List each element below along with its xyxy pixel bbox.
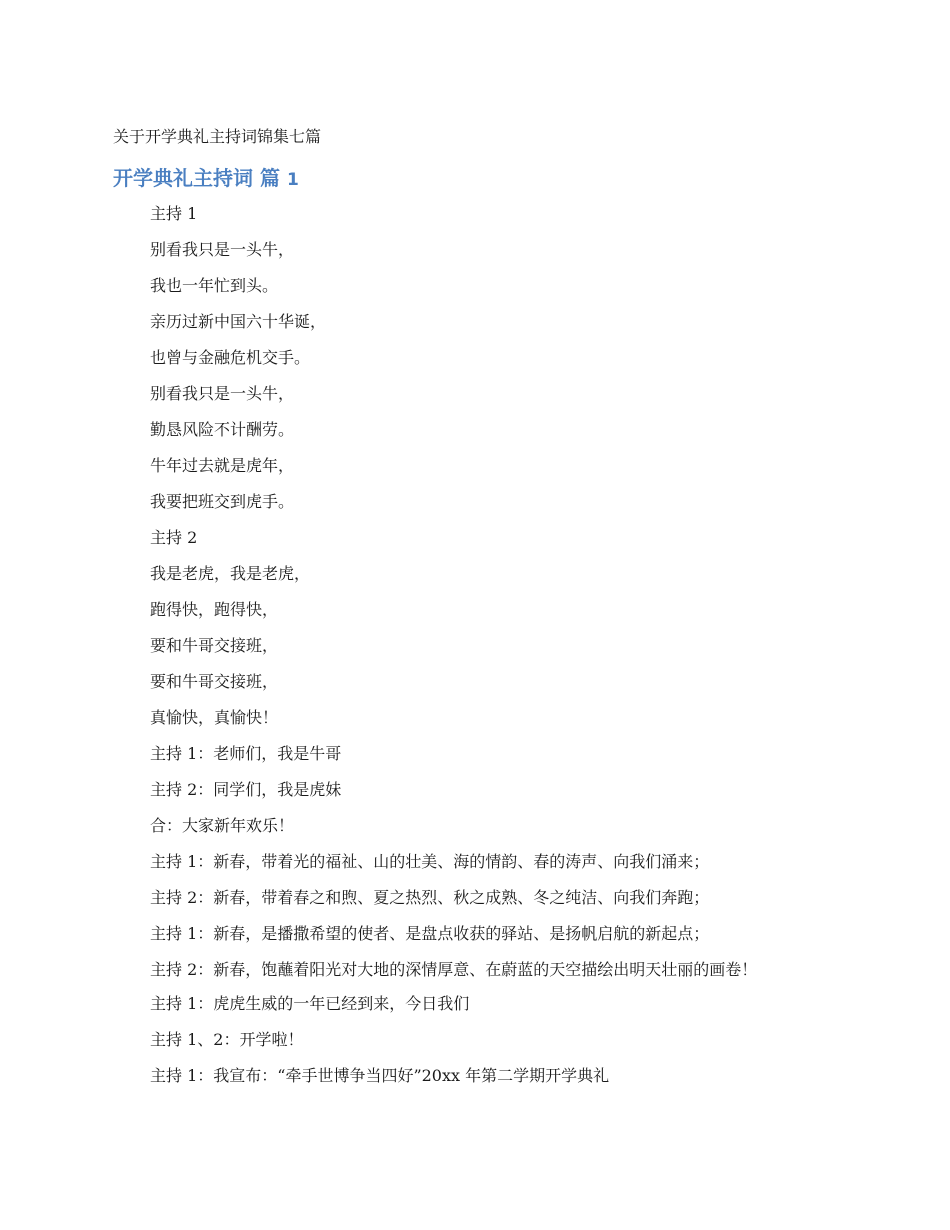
paragraph: 主持 1：虎虎生威的一年已经到来，今日我们 [150, 994, 470, 1013]
document-title: 关于开学典礼主持词锦集七篇 [113, 127, 322, 146]
paragraph: 牛年过去就是虎年， [150, 456, 295, 475]
paragraph: 主持 1：新春，是播撒希望的使者、是盘点收获的驿站、是扬帆启航的新起点； [150, 924, 710, 943]
section-heading-number: 1 [286, 170, 299, 190]
paragraph: 主持 1：新春，带着光的福祉、山的壮美、海的情韵、春的涛声、向我们涌来； [150, 852, 710, 871]
paragraph: 主持 1、2：开学啦！ [150, 1030, 304, 1049]
paragraph: 主持 2：同学们，我是虎妹 [150, 780, 342, 799]
paragraph: 我是老虎，我是老虎， [150, 564, 311, 583]
section-heading [113, 164, 299, 194]
paragraph: 要和牛哥交接班， [150, 672, 279, 691]
paragraph: 也曾与金融危机交手。 [150, 348, 311, 367]
paragraph: 主持 1：我宣布：“牵手世博争当四好”20xx 年第二学期开学典礼 [150, 1066, 610, 1085]
paragraph: 主持 2：新春，饱蘸着阳光对大地的深情厚意、在蔚蓝的天空描绘出明天壮丽的画卷！ [150, 960, 758, 979]
paragraph: 跑得快，跑得快， [150, 600, 279, 619]
paragraph: 主持 1：老师们，我是牛哥 [150, 744, 342, 763]
paragraph: 勤恳风险不计酬劳。 [150, 420, 295, 439]
paragraph: 要和牛哥交接班， [150, 636, 279, 655]
section-heading-text: 开学典礼主持词 篇 [113, 166, 280, 190]
paragraph: 主持 1 [150, 204, 198, 223]
paragraph: 主持 2：新春，带着春之和煦、夏之热烈、秋之成熟、冬之纯洁、向我们奔跑； [150, 888, 710, 907]
paragraph: 合：大家新年欢乐！ [150, 816, 295, 835]
paragraph: 别看我只是一头牛， [150, 384, 295, 403]
paragraph: 我也一年忙到头。 [150, 276, 279, 295]
document-body [113, 203, 823, 1101]
paragraph: 真愉快，真愉快！ [150, 708, 279, 727]
paragraph: 亲历过新中国六十华诞， [150, 312, 327, 331]
paragraph: 主持 2 [150, 528, 198, 547]
paragraph: 别看我只是一头牛， [150, 240, 295, 259]
paragraph: 我要把班交到虎手。 [150, 492, 295, 511]
